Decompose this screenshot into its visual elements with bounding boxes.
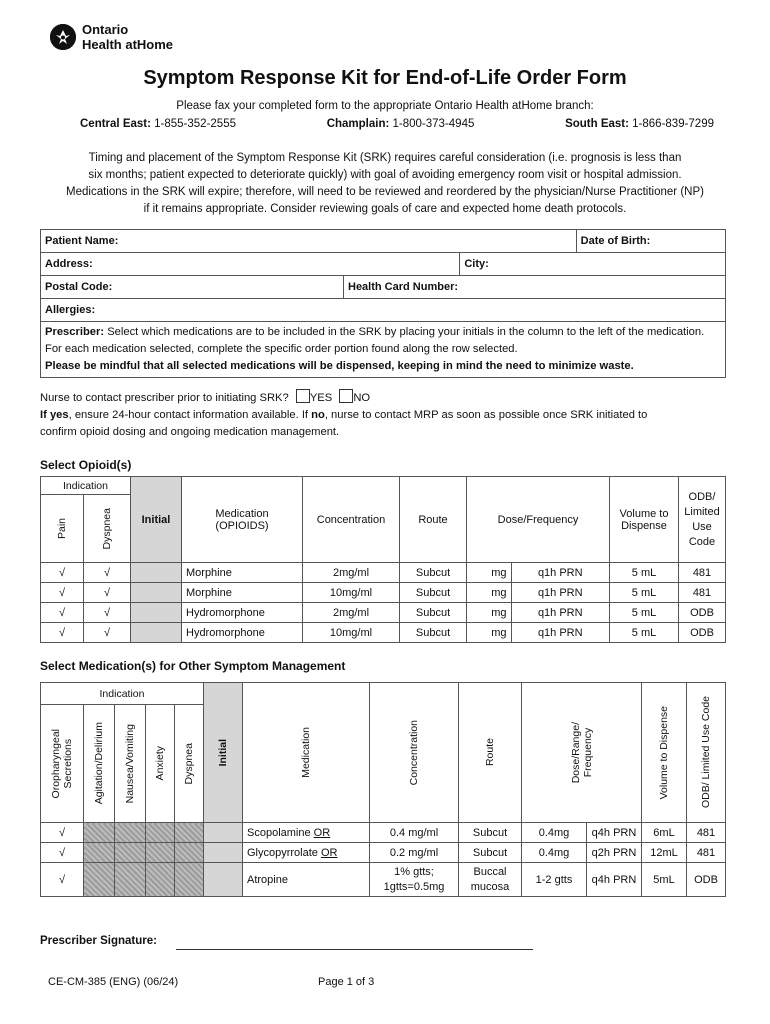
odb-header: ODB/ Limited Use Code <box>700 696 712 809</box>
volume-header: Volume to Dispense <box>610 477 679 563</box>
indication-header: Indication <box>41 477 131 495</box>
opioid-table <box>40 476 726 643</box>
signature-label: Prescriber Signature: <box>40 935 157 947</box>
initial-cell[interactable] <box>204 823 243 843</box>
initial-header: Initial <box>131 477 182 563</box>
trillium-logo-icon <box>50 24 76 50</box>
timing-paragraph: Timing and placement of the Symptom Response Kit (SRK) requires careful consideration (i.e. prognosis is less than six months; patient expected to deteriorate quickly) with goal of avoiding emergency room visit or hospital admission. Medications in the SRK will expire; therefore, will need to be reviewed and reordered by the physician/Nurse Practitioner (NP) if it remains appropriate. Consider reviewing goals of care and expected home death protocols. <box>66 152 704 215</box>
indication-header: Indication <box>41 683 204 705</box>
odb-header: ODB/ Limited Use Code <box>679 477 726 563</box>
address-field[interactable]: Address: <box>41 253 460 276</box>
no-label: NO <box>353 392 371 404</box>
signature-line[interactable] <box>176 948 533 950</box>
logo-line2: Health atHome <box>82 37 174 52</box>
health-card-field[interactable]: Health Card Number: <box>344 276 726 299</box>
table-row: √ √ Hydromorphone 2mg/ml Subcut mg q1h PRN 5 mL ODB <box>41 603 726 623</box>
page-title: Symptom Response Kit for End-of-Life Order Form <box>143 67 627 89</box>
medication-header: Medication <box>300 727 312 778</box>
yes-label: YES <box>309 392 333 404</box>
patient-name-field[interactable]: Patient Name: <box>41 230 577 253</box>
city-field[interactable]: City: <box>460 253 726 276</box>
fax-intro: Please fax your completed form to the appropriate Ontario Health atHome branch: <box>176 100 594 112</box>
opioid-section-title: Select Opioid(s) <box>40 458 132 472</box>
initial-cell[interactable] <box>204 843 243 863</box>
branch-central-east: Central East: 1-855-352-2555 <box>80 118 236 130</box>
page-number: Page 1 of 3 <box>318 976 375 988</box>
dyspnea-header: Dyspnea <box>101 507 113 550</box>
table-row: √ Glycopyrrolate OR 0.2 mg/ml Subcut 0.4mg q2h PRN 12mL 481 <box>41 843 726 863</box>
patient-info-table <box>40 229 726 378</box>
route-header: Route <box>484 738 496 767</box>
allergies-field[interactable]: Allergies: <box>41 299 726 322</box>
dob-field[interactable]: Date of Birth: <box>576 230 725 253</box>
agitation-header: Agitation/Delirium <box>93 722 105 805</box>
no-checkbox[interactable] <box>339 389 353 403</box>
concentration-header: Concentration <box>303 477 400 563</box>
branch-champlain: Champlain: 1-800-373-4945 <box>326 118 475 130</box>
initial-cell[interactable] <box>204 863 243 897</box>
oropharyngeal-header: Oropharyngeal Secretions <box>50 728 74 799</box>
table-row: √ √ Morphine 10mg/ml Subcut mg q1h PRN 5 mL 481 <box>41 583 726 603</box>
other-section-title: Select Medication(s) for Other Symptom Management <box>40 659 346 673</box>
yes-checkbox[interactable] <box>296 389 310 403</box>
nurse-contact-section: Nurse to contact prescriber prior to initiating SRK? YES NO If yes, ensure 24-hour contact information available. If no, nurse to contact MRP as soon as possible once SRK initiated to confirm opioid dosing and ongoing medication management. <box>40 389 730 441</box>
branch-south-east: South East: 1-866-839-7299 <box>565 118 714 130</box>
logo <box>50 22 173 52</box>
form-code: CE-CM-385 (ENG) (06/24) <box>48 976 179 988</box>
medication-header: Medication (OPIOIDS) <box>182 477 303 563</box>
other-medication-table <box>40 682 726 897</box>
logo-line1: Ontario <box>82 22 129 37</box>
initial-cell[interactable] <box>131 583 182 603</box>
anxiety-header: Anxiety <box>154 746 166 781</box>
dose-frequency-header: Dose/Range/ Frequency <box>569 721 594 784</box>
initial-cell[interactable] <box>131 563 182 583</box>
table-row: √ √ Hydromorphone 10mg/ml Subcut mg q1h PRN 5 mL ODB <box>41 623 726 643</box>
volume-header: Volume to Dispense <box>658 705 670 800</box>
nurse-question: Nurse to contact prescriber prior to initiating SRK? <box>40 392 289 404</box>
concentration-header: Concentration <box>408 719 420 786</box>
pain-header: Pain <box>56 517 68 539</box>
postal-code-field[interactable]: Postal Code: <box>41 276 344 299</box>
route-header: Route <box>400 477 467 563</box>
branch-list <box>80 118 714 130</box>
initial-header: Initial <box>217 738 229 767</box>
dose-frequency-header: Dose/Frequency <box>467 477 610 563</box>
nausea-header: Nausea/Vomiting <box>124 723 136 804</box>
table-row: √ √ Morphine 2mg/ml Subcut mg q1h PRN 5 mL 481 <box>41 563 726 583</box>
table-row: √ Scopolamine OR 0.4 mg/ml Subcut 0.4mg q4h PRN 6mL 481 <box>41 823 726 843</box>
prescriber-instructions: Prescriber: Select which medications are to be included in the SRK by placing your initials in the column to the left of the medication. For each medication selected, complete the specific order portion found along the row selected. Please be mindful that all selected medications will be dispensed, keeping in mind the need to minimize waste. <box>41 322 726 378</box>
table-row: √ Atropine 1% gtts; 1gtts=0.5mg Buccal mucosa 1-2 gtts q4h PRN 5mL ODB <box>41 863 726 897</box>
initial-cell[interactable] <box>131 623 182 643</box>
initial-cell[interactable] <box>131 603 182 623</box>
dyspnea-header: Dyspnea <box>183 742 195 785</box>
